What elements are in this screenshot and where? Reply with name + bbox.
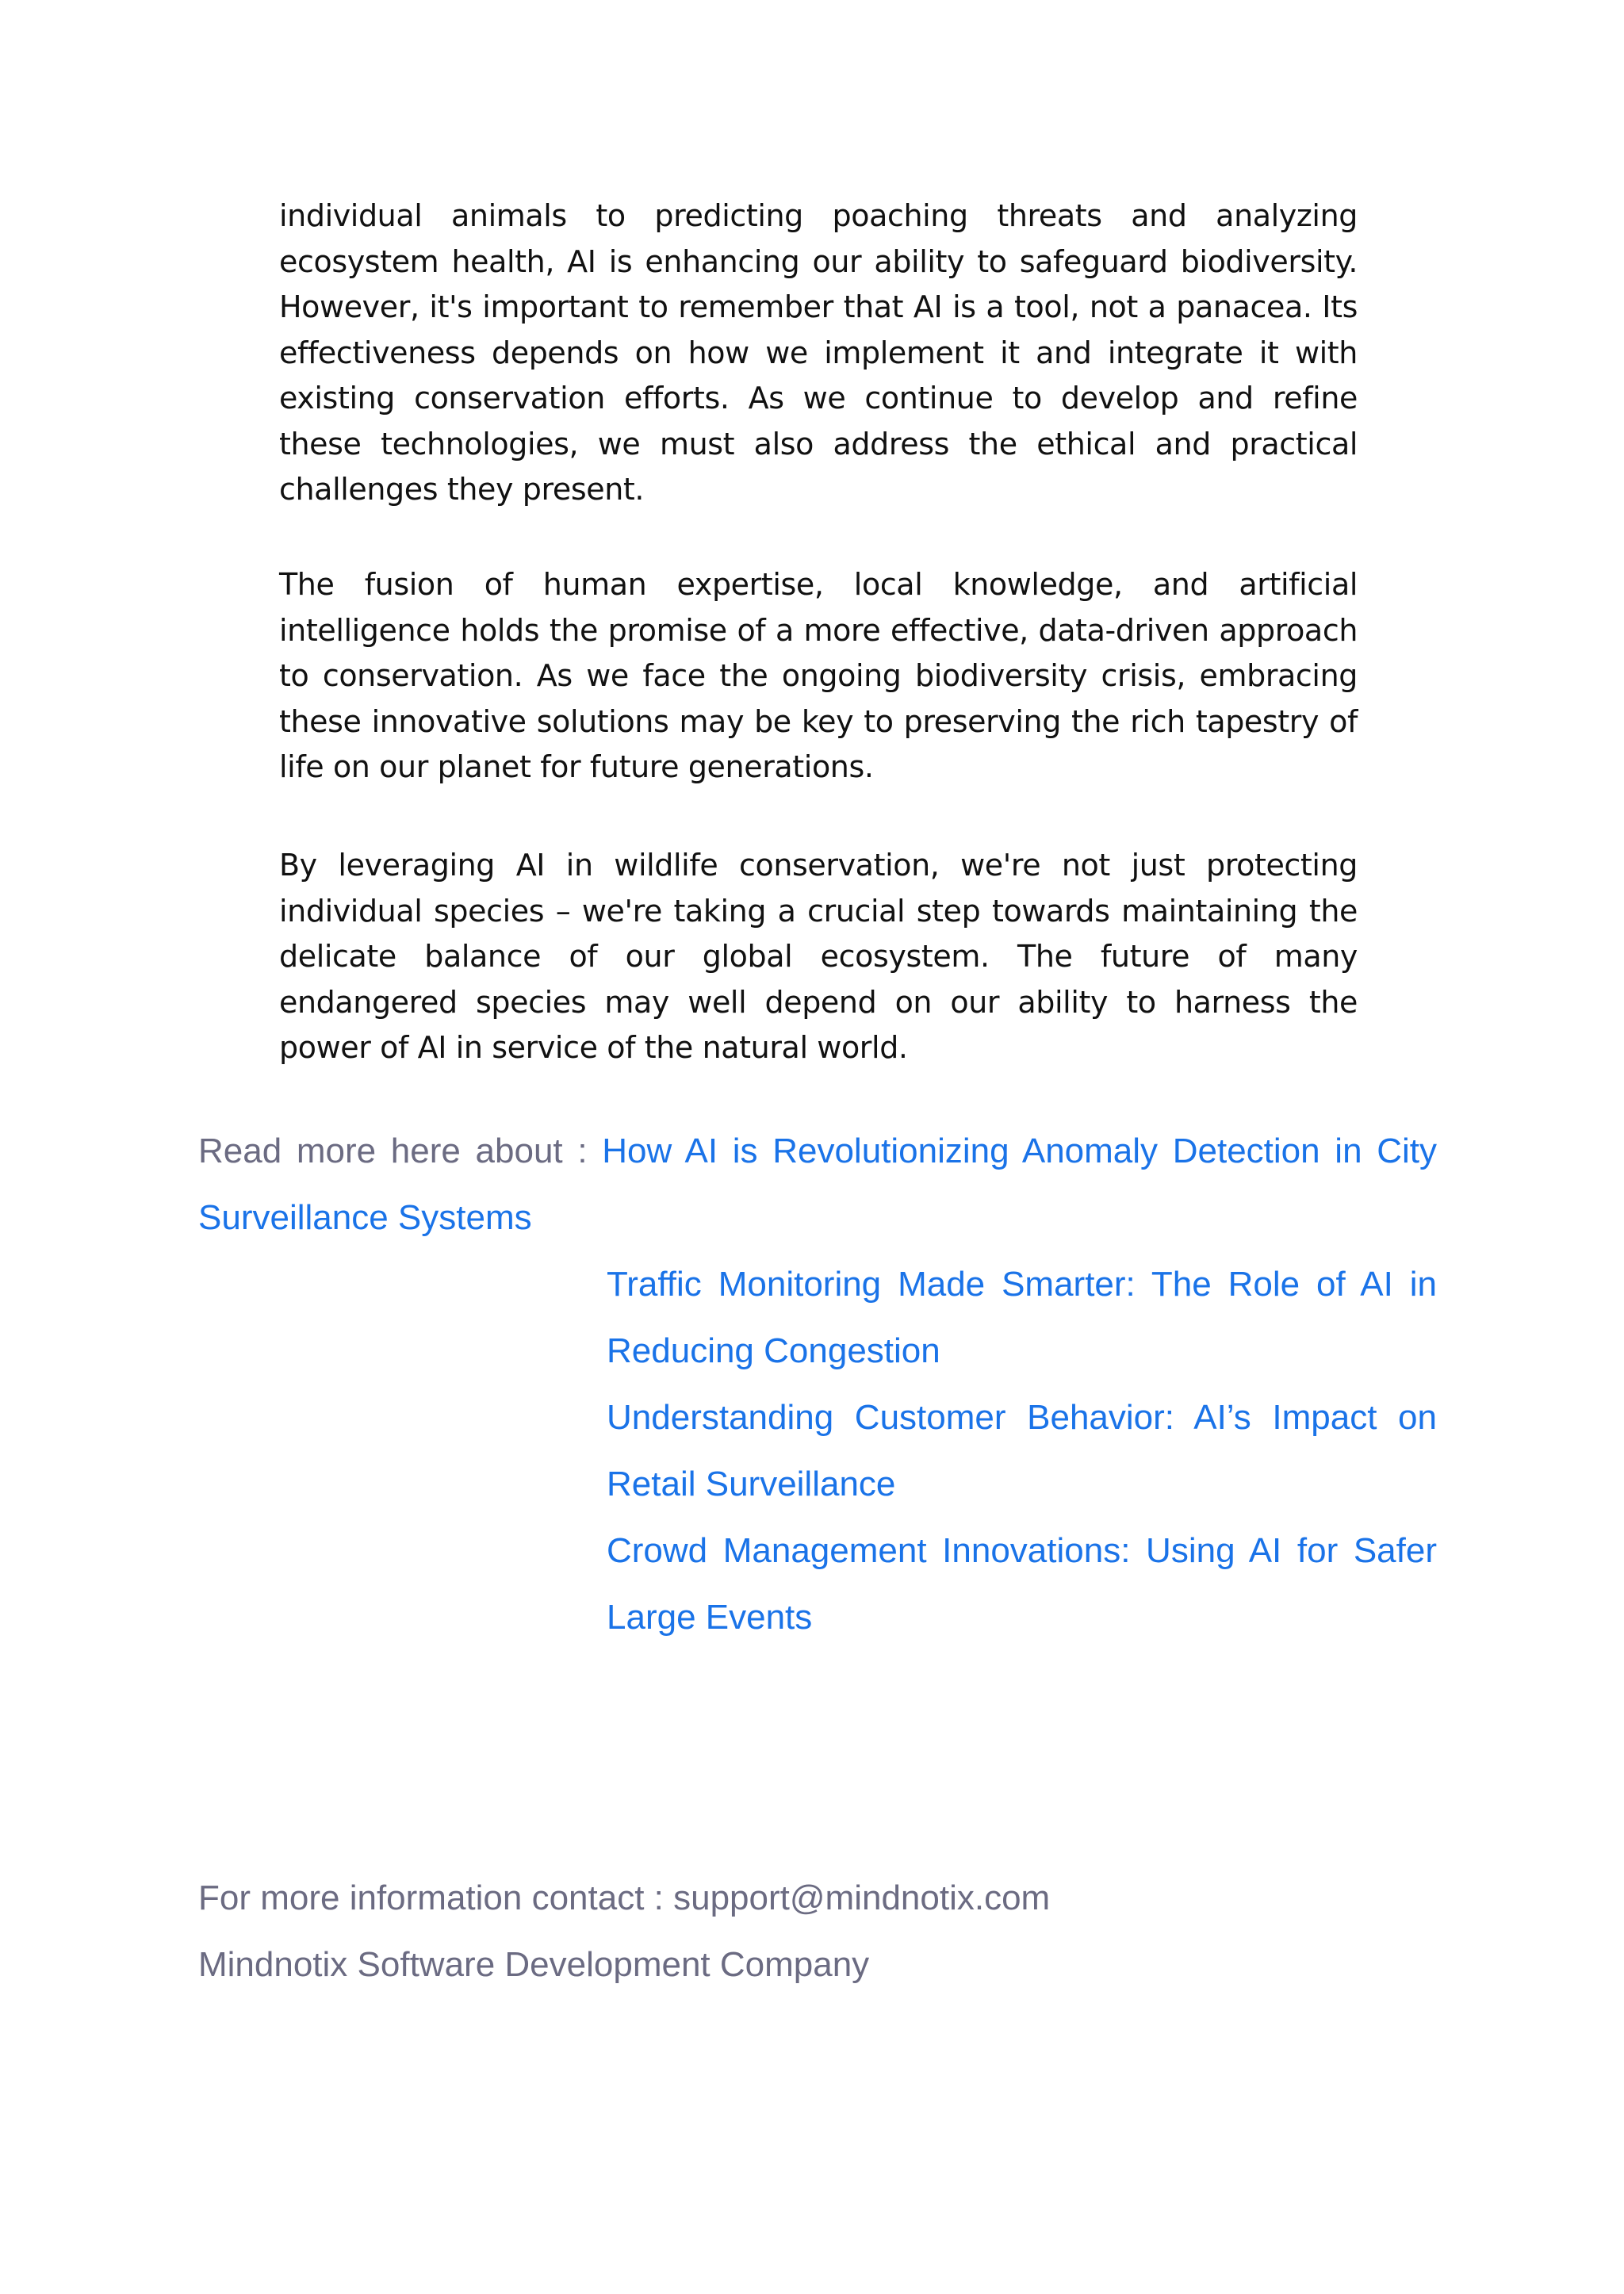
related-link-anomaly-detection[interactable]: How AI is Revolutionizing Anomaly Detection in City Surveillance Systems [198, 1132, 1437, 1237]
contact-section [198, 1865, 1050, 1998]
contact-email-line: For more information contact : support@mindnotix.com [198, 1878, 1051, 1917]
body-paragraph-1: individual animals to predicting poaching threats and analyzing ecosystem health, AI is enhancing our ability to safeguard biodiversity. However, it's important to remember that AI is a tool, not a panacea. Its effectiveness depends on how we implement it and integrate it with existing conservation efforts. As we continue to develop and refine these technologies, we must also address the ethical and practical challenges they present. [279, 198, 1358, 507]
related-link-customer-behavior[interactable]: Understanding Customer Behavior: AI’s Impact on Retail Surveillance [607, 1398, 1437, 1503]
read-more-section [198, 1118, 1437, 1651]
company-name: Mindnotix Software Development Company [198, 1945, 870, 1984]
related-link-traffic-monitoring[interactable]: Traffic Monitoring Made Smarter: The Role of AI in Reducing Congestion [607, 1265, 1437, 1370]
body-paragraph-2: The fusion of human expertise, local knowledge, and artificial intelligence holds the promise of a more effective, data-driven approach to conservation. As we face the ongoing biodiversity crisis, embracing these innovative solutions may be key to preserving the rich tapestry of life on our planet for future generations. [279, 567, 1358, 784]
body-paragraph-3: By leveraging AI in wildlife conservation, we're not just protecting individual species – we're taking a crucial step towards maintaining the delicate balance of our global ecosystem. The future of many endangered species may well depend on our ability to harness the power of AI in service of the natural world. [279, 848, 1358, 1065]
read-more-line-1 [198, 1118, 1437, 1251]
read-more-line-3 [198, 1384, 1437, 1518]
read-more-line-4 [198, 1518, 1437, 1651]
read-more-label: Read more here about : [198, 1132, 603, 1170]
related-link-crowd-management[interactable]: Crowd Management Innovations: Using AI for Safer Large Events [607, 1531, 1437, 1637]
read-more-line-2 [198, 1251, 1437, 1384]
